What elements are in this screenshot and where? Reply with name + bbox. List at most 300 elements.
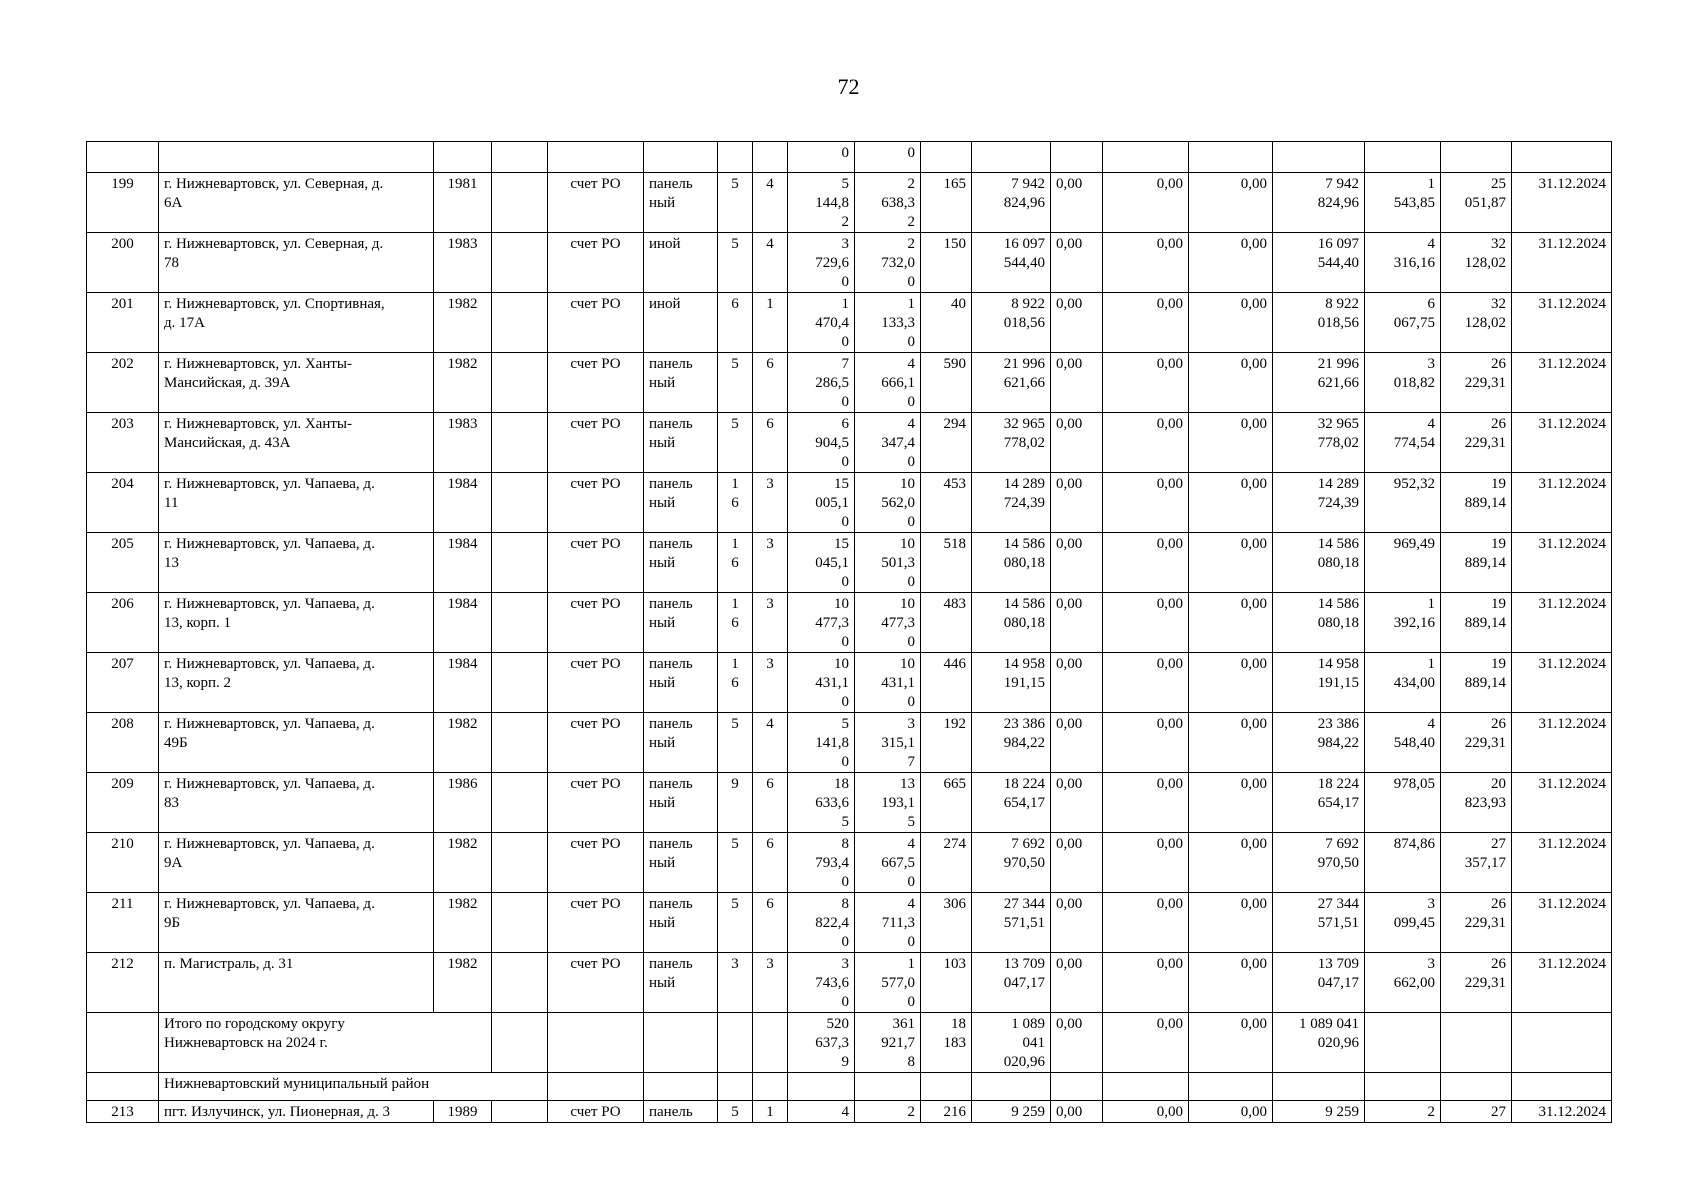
- max-unit-cost-cell-line: 26: [1491, 356, 1506, 372]
- wall-material-cell-line: панель: [649, 656, 693, 672]
- empty-cell: [492, 713, 548, 773]
- max-unit-cost-cell-line: 229,31: [1464, 735, 1506, 751]
- total-cost-cell: [972, 413, 1051, 473]
- row-number: 203: [87, 413, 159, 473]
- address-cell-line: 13, корп. 2: [164, 675, 232, 691]
- residents-cell: [921, 893, 972, 953]
- residential-area-sum-line: 361: [892, 1016, 915, 1032]
- address-cell: [159, 953, 434, 1013]
- fund-method-cell: счет РО: [548, 533, 644, 593]
- floors-cell-line: 1: [731, 536, 739, 552]
- table-row: [87, 533, 1612, 593]
- fund-regional-cell: 0,00: [1103, 473, 1189, 533]
- max-unit-cost-cell-line: 051,87: [1464, 195, 1506, 211]
- owners-funds-cell-line: 27 344: [1317, 896, 1359, 912]
- owners-funds-cell-line: 21 996: [1317, 356, 1359, 372]
- fund-regional-cell: 0,00: [1103, 953, 1189, 1013]
- owners-funds-cell-line: 018,56: [1317, 315, 1359, 331]
- entrances-cell: [753, 533, 788, 593]
- deadline-cell: 31.12.2024: [1512, 293, 1612, 353]
- total-area-cell-line: 743,6: [815, 975, 849, 991]
- owners-funds-cell-line: 778,02: [1317, 435, 1359, 451]
- wall-material-cell: [644, 653, 718, 713]
- floors-cell: [718, 713, 753, 773]
- total-area-cell-line: 0: [841, 274, 849, 290]
- owners-funds-cell-line: 14 586: [1317, 596, 1359, 612]
- residential-area-cell: [855, 593, 921, 653]
- residential-area-cell-line: 3: [907, 716, 915, 732]
- residents-cell-line: 40: [951, 296, 966, 312]
- empty-cell: [492, 773, 548, 833]
- total-area-cell-line: 7: [841, 356, 849, 372]
- empty-cell: [492, 533, 548, 593]
- unit-cost-cell-line: 6: [1427, 296, 1435, 312]
- owners-funds-cell-line: 23 386: [1317, 716, 1359, 732]
- empty-cell: [644, 1073, 718, 1101]
- address-cell-line: г. Нижневартовск, ул. Чапаева, д.: [164, 716, 375, 732]
- carry-cell: [159, 142, 434, 173]
- section-header: Нижневартовский муниципальный район: [159, 1073, 548, 1101]
- owners-funds-cell-line: 984,22: [1317, 735, 1359, 751]
- residential-area-cell-line: 4: [907, 416, 915, 432]
- owners-funds-cell: [1273, 653, 1365, 713]
- wall-material-cell-line: панель: [649, 836, 693, 852]
- carry-cell: 0: [788, 142, 855, 173]
- unit-cost-cell-line: 316,16: [1393, 255, 1435, 271]
- total-cost-cell-line: 778,02: [1003, 435, 1045, 451]
- address-cell-line: г. Нижневартовск, ул. Ханты-: [164, 356, 352, 372]
- floors-cell-line: 5: [731, 356, 739, 372]
- carry-cell: [492, 142, 548, 173]
- unit-cost-cell-line: 548,40: [1393, 735, 1435, 751]
- max-unit-cost-cell-line: 26: [1491, 896, 1506, 912]
- carry-cell: [1365, 142, 1441, 173]
- deadline-cell: 31.12.2024: [1512, 593, 1612, 653]
- entrances-cell-line: 3: [766, 476, 774, 492]
- total-cost-cell-line: 724,39: [1003, 495, 1045, 511]
- residential-area-cell: [855, 653, 921, 713]
- unit-cost-cell: [1365, 413, 1441, 473]
- total-cost-cell: [972, 593, 1051, 653]
- entrances-cell-line: 3: [766, 596, 774, 612]
- total-area-cell-line: 3: [841, 236, 849, 252]
- floors-cell: [718, 773, 753, 833]
- owners-funds-cell: [1273, 833, 1365, 893]
- wall-material-cell-line: панель: [649, 356, 693, 372]
- total-cost-cell-line: 18 224: [1003, 776, 1045, 792]
- housing-register-table: [86, 141, 1612, 1123]
- fund-method-cell: счет РО: [548, 773, 644, 833]
- total-area-cell-line: 793,4: [815, 855, 849, 871]
- fund-regional-cell: 0,00: [1103, 293, 1189, 353]
- address-cell-line: 13: [164, 555, 179, 571]
- address-cell: [159, 893, 434, 953]
- total-cost-cell-line: 7 942: [1011, 176, 1045, 192]
- residents-cell-line: 294: [943, 416, 966, 432]
- empty-cell: [1512, 1073, 1612, 1101]
- max-unit-cost-cell: [1441, 773, 1512, 833]
- residential-area-cell-line: 562,0: [881, 495, 915, 511]
- entrances-cell-line: 6: [766, 416, 774, 432]
- fund-method-cell: счет РО: [548, 173, 644, 233]
- owners-funds-cell-line: 16 097: [1317, 236, 1359, 252]
- residential-area-cell-line: 2: [907, 214, 915, 230]
- owners-funds-cell-line: 191,15: [1317, 675, 1359, 691]
- wall-material-cell-line: панель: [649, 716, 693, 732]
- total-area-cell-line: 8: [841, 836, 849, 852]
- residential-area-cell-line: 10: [900, 596, 915, 612]
- total-cost-cell: [972, 713, 1051, 773]
- residents-cell: [921, 473, 972, 533]
- table-row: [87, 653, 1612, 713]
- fund-federal-cell: 0,00: [1051, 533, 1103, 593]
- fund-local-cell: 0,00: [1189, 1101, 1273, 1123]
- max-unit-cost-cell-line: 889,14: [1464, 495, 1506, 511]
- floors-cell-line: 9: [731, 776, 739, 792]
- total-area-cell: [788, 833, 855, 893]
- residential-area-cell-line: 2: [907, 176, 915, 192]
- residential-area-cell: [855, 233, 921, 293]
- fund-method-cell: счет РО: [548, 473, 644, 533]
- owners-funds-cell-line: 621,66: [1317, 375, 1359, 391]
- fund-local-cell: 0,00: [1189, 593, 1273, 653]
- total-cost-cell: [972, 353, 1051, 413]
- floors-cell-line: 1: [731, 596, 739, 612]
- empty-cell: [1365, 1013, 1441, 1073]
- total-cost-cell-line: 23 386: [1003, 716, 1045, 732]
- residents-cell-line: 165: [943, 176, 966, 192]
- table-row: [87, 953, 1612, 1013]
- residential-area-cell-line: 0: [907, 994, 915, 1010]
- total-area-cell-line: 005,1: [815, 495, 849, 511]
- floors-cell-line: 3: [731, 956, 739, 972]
- owners-funds-cell-line: 654,17: [1317, 795, 1359, 811]
- owners-funds-cell: [1273, 173, 1365, 233]
- empty-cell: [718, 1013, 753, 1073]
- unit-cost-cell-line: 3: [1427, 896, 1435, 912]
- address-cell-line: г. Нижневартовск, ул. Чапаева, д.: [164, 596, 375, 612]
- owners-funds-cell-line: 8 922: [1325, 296, 1359, 312]
- unit-cost-cell: [1365, 533, 1441, 593]
- residents-cell-line: 518: [943, 536, 966, 552]
- wall-material-cell: [644, 593, 718, 653]
- empty-cell: [492, 233, 548, 293]
- wall-material-cell-line: ный: [649, 795, 676, 811]
- unit-cost-cell-line: 4: [1427, 416, 1435, 432]
- row-number: 201: [87, 293, 159, 353]
- total-area-cell-line: 0: [841, 994, 849, 1010]
- total-area-cell: 4: [788, 1101, 855, 1123]
- max-unit-cost-cell: [1441, 173, 1512, 233]
- floors-cell-line: 5: [731, 716, 739, 732]
- wall-material-cell-line: ный: [649, 675, 676, 691]
- entrances-cell: [753, 593, 788, 653]
- empty-cell: [492, 173, 548, 233]
- fund-regional-cell: 0,00: [1103, 1101, 1189, 1123]
- residents-cell: [921, 593, 972, 653]
- unit-cost-cell: [1365, 953, 1441, 1013]
- max-unit-cost-cell-line: 229,31: [1464, 915, 1506, 931]
- address-cell-line: г. Нижневартовск, ул. Ханты-: [164, 416, 352, 432]
- residential-area-cell-line: 5: [907, 814, 915, 830]
- residential-area-cell-line: 0: [907, 334, 915, 350]
- entrances-cell-line: 6: [766, 776, 774, 792]
- entrances-cell-line: 3: [766, 536, 774, 552]
- unit-cost-cell: [1365, 353, 1441, 413]
- residential-area-cell-line: 0: [907, 574, 915, 590]
- total-area-cell-line: 8: [841, 896, 849, 912]
- residential-area-cell-line: 2: [907, 236, 915, 252]
- fund-federal-cell: 0,00: [1051, 593, 1103, 653]
- address-cell-line: 49Б: [164, 735, 188, 751]
- entrances-cell: [753, 833, 788, 893]
- fund-regional-cell: 0,00: [1103, 713, 1189, 773]
- entrances-cell-line: 4: [766, 236, 774, 252]
- residents-cell: [921, 413, 972, 473]
- table-row: [87, 293, 1612, 353]
- floors-cell: [718, 533, 753, 593]
- owners-funds-cell-line: 970,50: [1317, 855, 1359, 871]
- fund-federal-cell: 0,00: [1051, 293, 1103, 353]
- total-cost-cell: [972, 653, 1051, 713]
- unit-cost-cell-line: 434,00: [1393, 675, 1435, 691]
- entrances-cell: [753, 233, 788, 293]
- owners-funds-cell: [1273, 293, 1365, 353]
- residents-cell-line: 483: [943, 596, 966, 612]
- unit-cost-cell-line: 1: [1427, 176, 1435, 192]
- row-number: 204: [87, 473, 159, 533]
- owners-funds-cell-line: 047,17: [1317, 975, 1359, 991]
- residential-area-cell-line: 0: [907, 694, 915, 710]
- wall-material-cell-line: панель: [649, 776, 693, 792]
- empty-cell: [492, 953, 548, 1013]
- total-area-cell: [788, 353, 855, 413]
- total-area-cell: [788, 473, 855, 533]
- total-area-cell-line: 0: [841, 514, 849, 530]
- carry-cell: [1441, 142, 1512, 173]
- total-area-sum-line: 520: [826, 1016, 849, 1032]
- residential-area-cell-line: 732,0: [881, 255, 915, 271]
- unit-cost-cell: [1365, 893, 1441, 953]
- wall-material-cell-line: ный: [649, 915, 676, 931]
- address-cell: [159, 833, 434, 893]
- residential-area-cell-line: 193,1: [881, 795, 915, 811]
- fund-regional-cell: 0,00: [1103, 593, 1189, 653]
- max-unit-cost-cell: [1441, 953, 1512, 1013]
- table-row: [87, 353, 1612, 413]
- total-cost-cell-line: 14 958: [1003, 656, 1045, 672]
- total-area-cell: [788, 773, 855, 833]
- total-label: [159, 1013, 492, 1073]
- fund-local-sum: 0,00: [1189, 1013, 1273, 1073]
- total-cost-cell-line: 8 922: [1011, 296, 1045, 312]
- residential-area-cell-line: 638,3: [881, 195, 915, 211]
- address-cell-line: Мансийская, д. 43А: [164, 435, 291, 451]
- residential-area-cell-line: 0: [907, 874, 915, 890]
- total-area-cell-line: 729,6: [815, 255, 849, 271]
- residential-area-cell-line: 4: [907, 836, 915, 852]
- entrances-cell: [753, 773, 788, 833]
- floors-cell-line: 1: [731, 476, 739, 492]
- carry-cell: [434, 142, 492, 173]
- address-cell: [159, 173, 434, 233]
- table-row: [87, 1101, 1612, 1123]
- residential-area-cell: [855, 533, 921, 593]
- fund-local-cell: 0,00: [1189, 533, 1273, 593]
- empty-cell: [492, 833, 548, 893]
- max-unit-cost-cell-line: 26: [1491, 716, 1506, 732]
- address-cell-line: г. Нижневартовск, ул. Чапаева, д.: [164, 836, 375, 852]
- empty-cell: [921, 1073, 972, 1101]
- total-area-cell-line: 904,5: [815, 435, 849, 451]
- total-cost-cell-line: 191,15: [1003, 675, 1045, 691]
- max-unit-cost-cell-line: 128,02: [1464, 315, 1506, 331]
- empty-cell: [753, 1013, 788, 1073]
- residential-area-cell: [855, 413, 921, 473]
- max-unit-cost-cell: [1441, 233, 1512, 293]
- residential-area-sum-line: 8: [907, 1054, 915, 1070]
- residents-sum-line: 18: [951, 1016, 966, 1032]
- owners-funds-cell: [1273, 473, 1365, 533]
- total-area-cell-line: 822,4: [815, 915, 849, 931]
- wall-material-cell: [644, 833, 718, 893]
- row-number: 199: [87, 173, 159, 233]
- fund-method-cell: счет РО: [548, 953, 644, 1013]
- unit-cost-cell-line: 874,86: [1393, 836, 1435, 852]
- wall-material-cell: [644, 953, 718, 1013]
- unit-cost-cell-line: 067,75: [1393, 315, 1435, 331]
- total-cost-sum-line: 041: [1022, 1035, 1045, 1051]
- residents-cell: 216: [921, 1101, 972, 1123]
- deadline-cell: 31.12.2024: [1512, 713, 1612, 773]
- owners-funds-cell: [1273, 773, 1365, 833]
- address-cell-line: 83: [164, 795, 179, 811]
- owners-funds-cell: 9 259: [1273, 1101, 1365, 1123]
- total-area-cell-line: 0: [841, 454, 849, 470]
- owners-funds-cell: [1273, 233, 1365, 293]
- empty-cell: [718, 1073, 753, 1101]
- row-number: 211: [87, 893, 159, 953]
- total-cost-cell-line: 080,18: [1003, 555, 1045, 571]
- carry-cell: [718, 142, 753, 173]
- max-unit-cost-cell: [1441, 533, 1512, 593]
- total-cost-cell-line: 21 996: [1003, 356, 1045, 372]
- fund-method-cell: счет РО: [548, 833, 644, 893]
- floors-cell: [718, 413, 753, 473]
- floors-cell: 5: [718, 1101, 753, 1123]
- page-number: 72: [837, 74, 860, 99]
- owners-funds-cell-line: 32 965: [1317, 416, 1359, 432]
- floors-cell: [718, 833, 753, 893]
- fund-federal-cell: 0,00: [1051, 653, 1103, 713]
- residents-cell-line: 665: [943, 776, 966, 792]
- empty-cell: [972, 1073, 1051, 1101]
- empty-cell: [753, 1073, 788, 1101]
- max-unit-cost-cell-line: 889,14: [1464, 615, 1506, 631]
- residential-area-cell-line: 10: [900, 476, 915, 492]
- row-number: 210: [87, 833, 159, 893]
- empty-cell: [492, 893, 548, 953]
- residential-area-cell-line: 347,4: [881, 435, 915, 451]
- owners-funds-cell-line: 18 224: [1317, 776, 1359, 792]
- entrances-cell-line: 3: [766, 956, 774, 972]
- deadline-cell: 31.12.2024: [1512, 1101, 1612, 1123]
- total-area-cell-line: 633,6: [815, 795, 849, 811]
- unit-cost-cell-line: 1: [1427, 596, 1435, 612]
- unit-cost-cell: [1365, 773, 1441, 833]
- fund-local-cell: 0,00: [1189, 473, 1273, 533]
- year-cell: 1989: [434, 1101, 492, 1123]
- year-cell: 1982: [434, 953, 492, 1013]
- empty-cell: [492, 653, 548, 713]
- fund-local-cell: 0,00: [1189, 353, 1273, 413]
- total-area-cell-line: 5: [841, 814, 849, 830]
- fund-federal-cell: 0,00: [1051, 953, 1103, 1013]
- floors-cell: [718, 653, 753, 713]
- deadline-cell: 31.12.2024: [1512, 533, 1612, 593]
- floors-cell-line: 6: [731, 495, 739, 511]
- deadline-cell: 31.12.2024: [1512, 173, 1612, 233]
- wall-material-cell-line: панель: [649, 176, 693, 192]
- address-cell: [159, 233, 434, 293]
- total-area-cell: [788, 953, 855, 1013]
- total-cost-sum-line: 1 089: [1011, 1016, 1045, 1032]
- wall-material-cell-line: панель: [649, 476, 693, 492]
- total-area-cell: [788, 533, 855, 593]
- wall-material-cell-line: ный: [649, 555, 676, 571]
- total-cost-cell-line: 16 097: [1003, 236, 1045, 252]
- year-cell: 1982: [434, 713, 492, 773]
- deadline-cell: 31.12.2024: [1512, 773, 1612, 833]
- max-unit-cost-cell-line: 20: [1491, 776, 1506, 792]
- empty-cell: [644, 1013, 718, 1073]
- owners-funds-cell: [1273, 953, 1365, 1013]
- row-number: 209: [87, 773, 159, 833]
- total-area-cell: [788, 653, 855, 713]
- total-cost-cell-line: 018,56: [1003, 315, 1045, 331]
- total-area-cell: [788, 713, 855, 773]
- empty-cell: [1441, 1073, 1512, 1101]
- entrances-cell-line: 6: [766, 836, 774, 852]
- total-area-cell: [788, 173, 855, 233]
- fund-local-cell: 0,00: [1189, 893, 1273, 953]
- table-row: [87, 833, 1612, 893]
- total-cost-cell-line: 621,66: [1003, 375, 1045, 391]
- wall-material-cell-line: ный: [649, 375, 676, 391]
- residential-area-cell-line: 577,0: [881, 975, 915, 991]
- fund-regional-cell: 0,00: [1103, 893, 1189, 953]
- residential-area-cell: [855, 473, 921, 533]
- max-unit-cost-cell: [1441, 353, 1512, 413]
- floors-cell: [718, 953, 753, 1013]
- fund-local-cell: 0,00: [1189, 953, 1273, 1013]
- fund-federal-cell: 0,00: [1051, 713, 1103, 773]
- residential-area-cell-line: 133,3: [881, 315, 915, 331]
- residential-area-cell-line: 10: [900, 656, 915, 672]
- owners-funds-cell-line: 080,18: [1317, 615, 1359, 631]
- table-row: [87, 773, 1612, 833]
- floors-cell-line: 6: [731, 296, 739, 312]
- total-label-line: Нижневартовск на 2024 г.: [164, 1035, 328, 1051]
- floors-cell-line: 6: [731, 675, 739, 691]
- row-number: 202: [87, 353, 159, 413]
- address-cell: пгт. Излучинск, ул. Пионерная, д. 3: [159, 1101, 434, 1123]
- total-cost-cell: [972, 173, 1051, 233]
- residents-cell: [921, 833, 972, 893]
- total-cost-cell: [972, 953, 1051, 1013]
- owners-funds-cell-line: 14 958: [1317, 656, 1359, 672]
- max-unit-cost-cell: [1441, 833, 1512, 893]
